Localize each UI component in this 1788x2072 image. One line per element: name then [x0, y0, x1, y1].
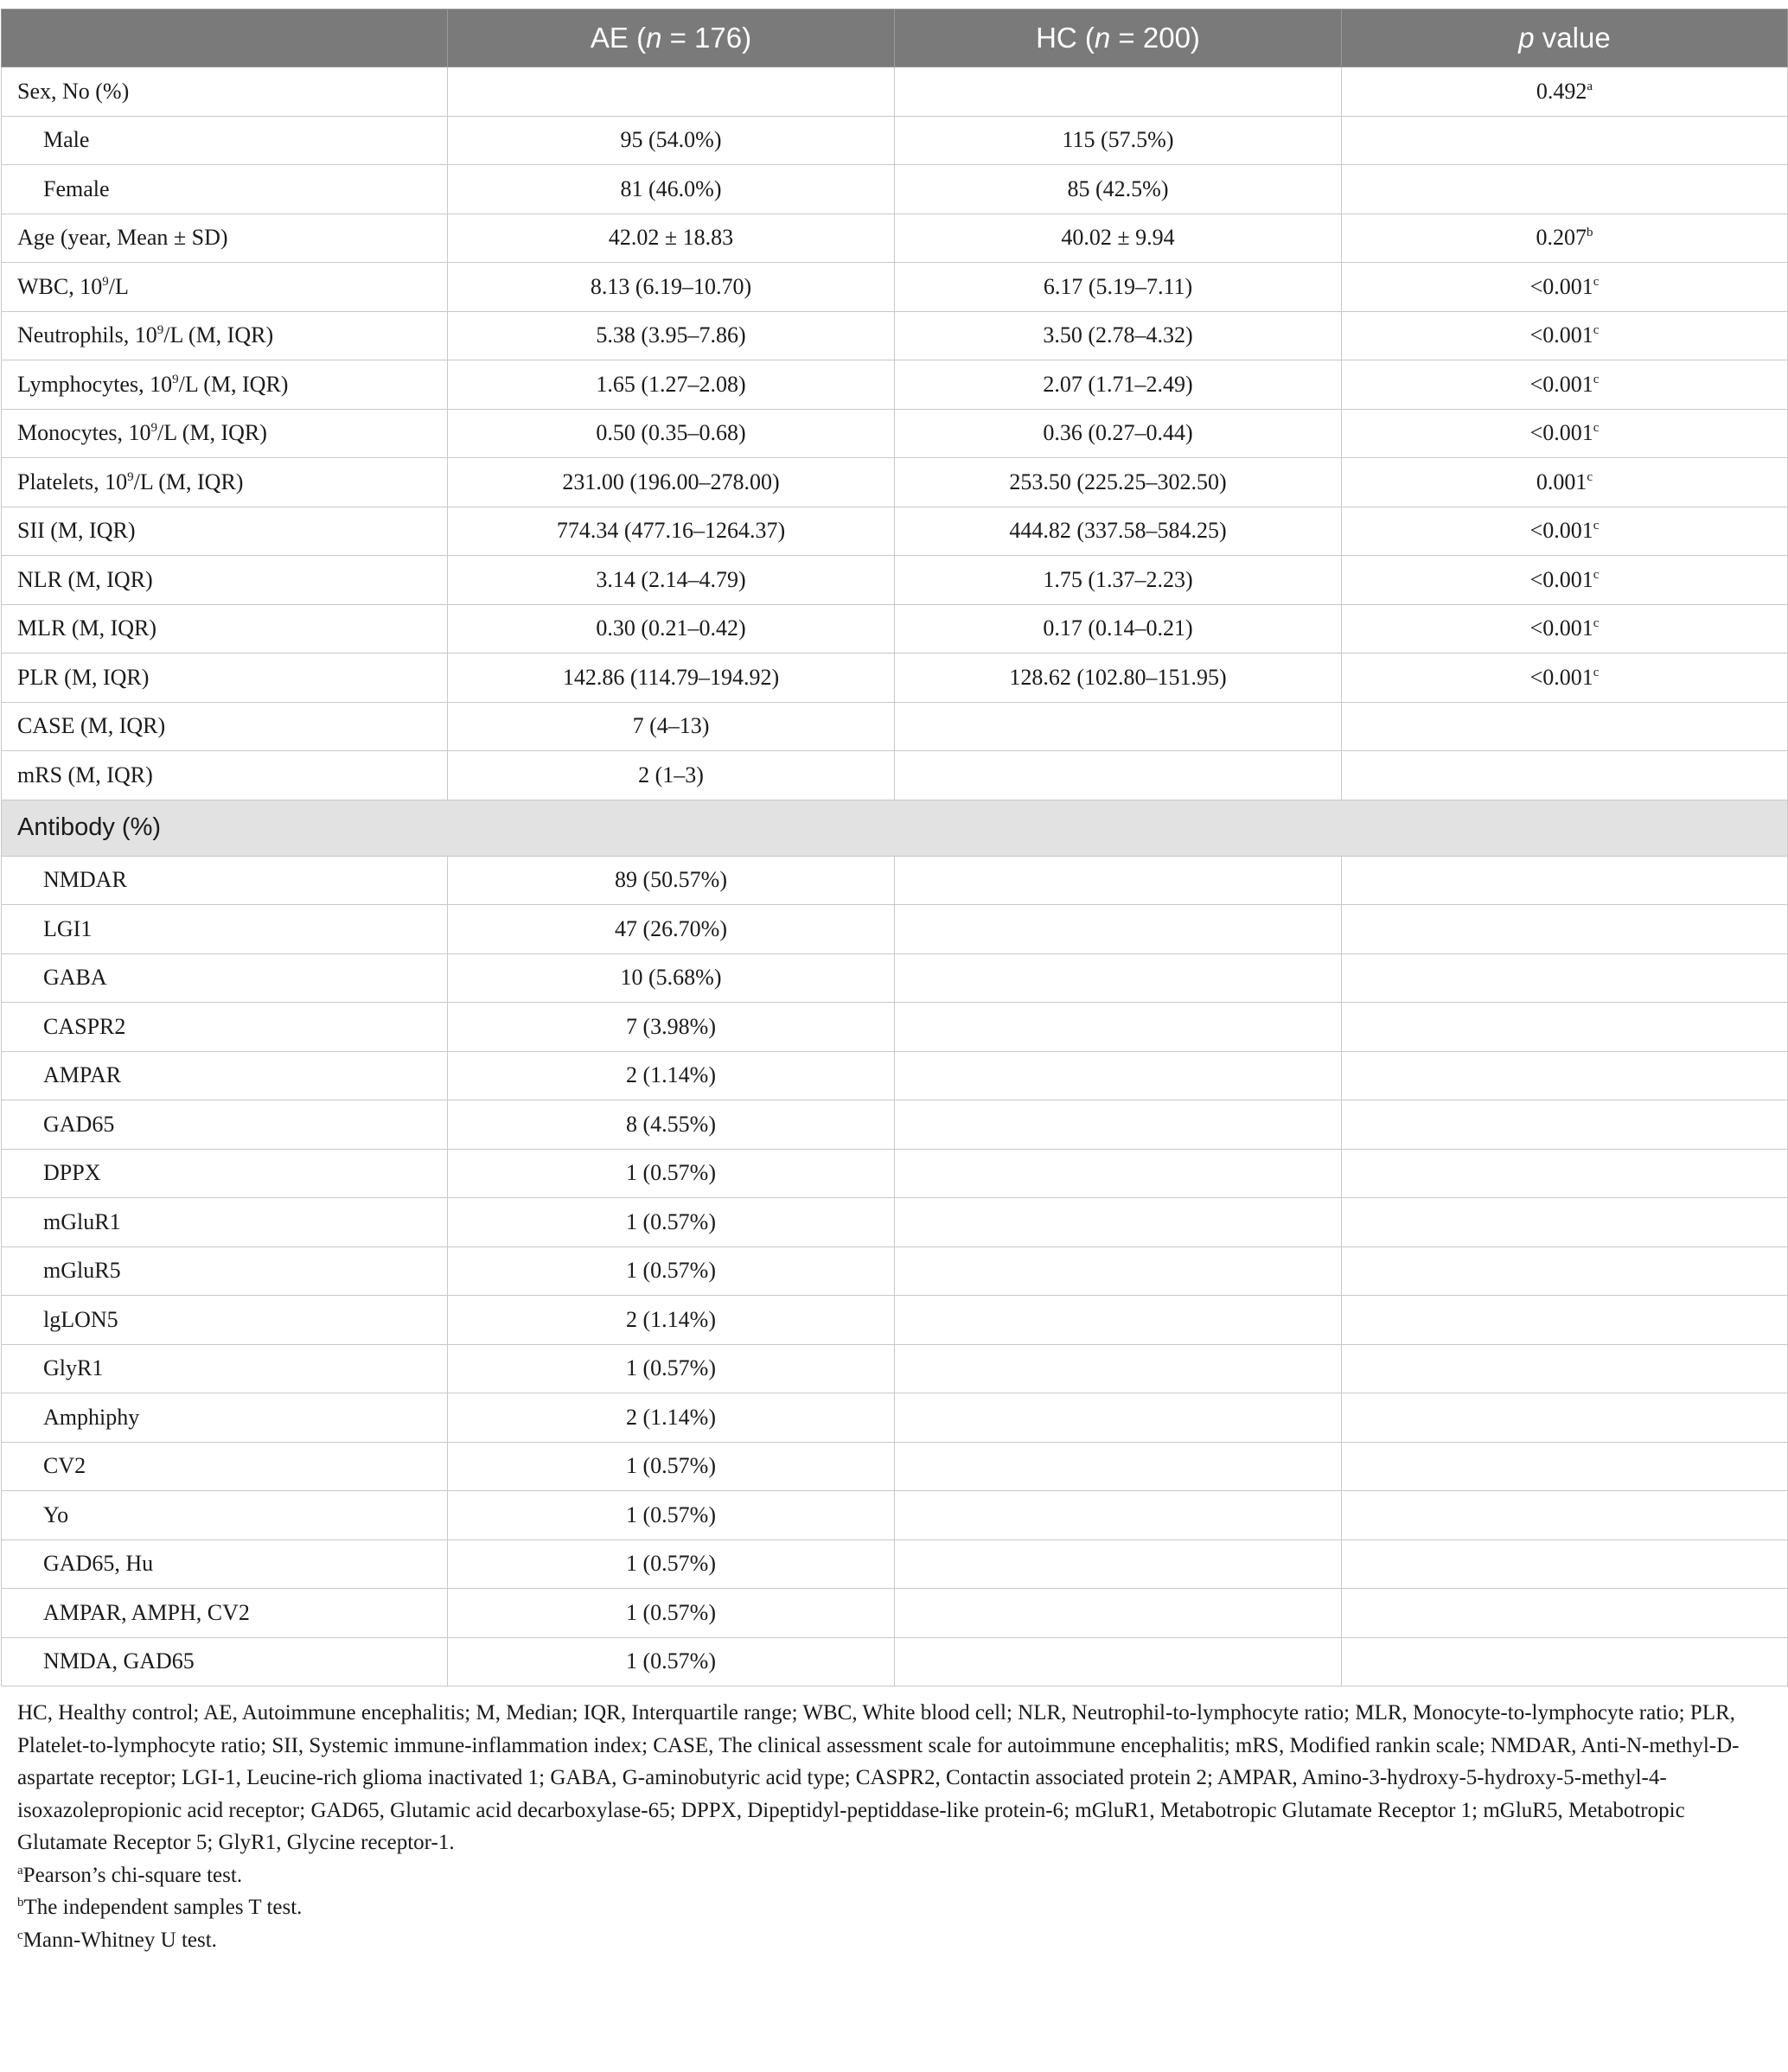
p-value: <0.001$^c$ [1342, 311, 1788, 360]
hc-value: 0.17 (0.14–0.21) [895, 604, 1342, 653]
antibody-row [2, 1393, 1788, 1443]
antibody-row [2, 1246, 1788, 1296]
ae-value: 142.86 (114.79–194.92) [448, 653, 895, 703]
characteristics-table [1, 9, 1788, 1686]
row-label: PLR (M, IQR) [2, 653, 448, 703]
ae-value: 95 (54.0%) [448, 116, 895, 165]
hc-value: 2.07 (1.71–2.49) [895, 360, 1342, 410]
p-value [1342, 1540, 1788, 1589]
ae-value: 1.65 (1.27–2.08) [448, 360, 895, 410]
table-row [2, 458, 1788, 507]
ae-value: 1 (0.57%) [448, 1149, 895, 1198]
section-row-antibody [2, 800, 1788, 856]
table-body [2, 67, 1788, 1686]
p-value: 0.001$^c$ [1342, 458, 1788, 507]
antibody-label: AMPAR, AMPH, CV2 [2, 1589, 448, 1638]
p-value [1342, 1198, 1788, 1247]
antibody-label: AMPAR [2, 1051, 448, 1100]
row-label: SII (M, IQR) [2, 507, 448, 556]
ae-value: 7 (4–13) [448, 702, 895, 751]
row-label: Age (year, Mean ± SD) [2, 214, 448, 263]
hc-value [895, 1589, 1342, 1638]
hc-value [895, 1003, 1342, 1052]
table-row [2, 116, 1788, 165]
hc-value [895, 856, 1342, 905]
p-value [1342, 1296, 1788, 1345]
ae-value: 8 (4.55%) [448, 1100, 895, 1150]
ae-value: 10 (5.68%) [448, 953, 895, 1003]
ae-value: 2 (1.14%) [448, 1051, 895, 1100]
ae-value: 774.34 (477.16–1264.37) [448, 507, 895, 556]
antibody-label: CV2 [2, 1442, 448, 1491]
ae-value: 2 (1.14%) [448, 1296, 895, 1345]
p-value: <0.001$^c$ [1342, 263, 1788, 312]
table-row [2, 311, 1788, 360]
p-value: <0.001$^c$ [1342, 653, 1788, 703]
header-hc: HC (n = 200) [895, 10, 1342, 67]
p-value [1342, 1442, 1788, 1491]
p-value [1342, 702, 1788, 751]
antibody-row [2, 1296, 1788, 1345]
table-row [2, 653, 1788, 703]
row-label: Lymphocytes, $10^9/L$ (M, IQR) [2, 360, 448, 410]
antibody-row [2, 1491, 1788, 1540]
ae-value: 3.14 (2.14–4.79) [448, 556, 895, 605]
ae-value [448, 67, 895, 117]
antibody-label: mGluR1 [2, 1198, 448, 1247]
hc-value [895, 1540, 1342, 1589]
table-row [2, 409, 1788, 458]
footnote-b: $^b$The independent samples T test. [17, 1896, 303, 1919]
p-value [1342, 1149, 1788, 1198]
row-label: WBC, $10^9/L$ [2, 263, 448, 312]
row-label: Female [2, 165, 448, 214]
p-value [1342, 905, 1788, 954]
ae-value: 5.38 (3.95–7.86) [448, 311, 895, 360]
antibody-row [2, 1051, 1788, 1100]
p-value [1342, 1100, 1788, 1150]
row-label: Platelets, $10^9/L$ (M, IQR) [2, 458, 448, 507]
p-value [1342, 1393, 1788, 1443]
footnote-c: $^c$Mann-Whitney U test. [17, 1928, 217, 1952]
table-header [2, 10, 1788, 67]
ae-value: 42.02 ± 18.83 [448, 214, 895, 263]
table-row [2, 263, 1788, 312]
hc-value: 40.02 ± 9.94 [895, 214, 1342, 263]
ae-value: 1 (0.57%) [448, 1246, 895, 1296]
header-ae: AE (n = 176) [448, 10, 895, 67]
hc-value [895, 905, 1342, 954]
antibody-label: LGI1 [2, 905, 448, 954]
row-label: Sex, No (%) [2, 67, 448, 117]
p-value: <0.001$^c$ [1342, 360, 1788, 410]
p-value [1342, 953, 1788, 1003]
antibody-label: CASPR2 [2, 1003, 448, 1052]
p-value: 0.492$^a$ [1342, 67, 1788, 117]
ae-value: 1 (0.57%) [448, 1344, 895, 1393]
ae-value: 2 (1.14%) [448, 1393, 895, 1443]
p-value [1342, 165, 1788, 214]
ae-value: 1 (0.57%) [448, 1491, 895, 1540]
antibody-label: Amphiphy [2, 1393, 448, 1443]
antibody-row [2, 1344, 1788, 1393]
antibody-label: GAD65, Hu [2, 1540, 448, 1589]
hc-value [895, 1051, 1342, 1100]
antibody-label: DPPX [2, 1149, 448, 1198]
table-row [2, 165, 1788, 214]
table-row [2, 604, 1788, 653]
hc-value [895, 1637, 1342, 1686]
p-value [1342, 856, 1788, 905]
p-value: <0.001$^c$ [1342, 507, 1788, 556]
hc-value: 115 (57.5%) [895, 116, 1342, 165]
table-row [2, 67, 1788, 117]
row-label: mRS (M, IQR) [2, 751, 448, 800]
ae-value: 1 (0.57%) [448, 1637, 895, 1686]
row-label: CASE (M, IQR) [2, 702, 448, 751]
antibody-row [2, 1540, 1788, 1589]
footnote-a: $^a$Pearson’s chi-square test. [17, 1863, 243, 1887]
antibody-label: NMDA, GAD65 [2, 1637, 448, 1686]
hc-value: 444.82 (337.58–584.25) [895, 507, 1342, 556]
ae-value: 47 (26.70%) [448, 905, 895, 954]
hc-value: 128.62 (102.80–151.95) [895, 653, 1342, 703]
antibody-row [2, 905, 1788, 954]
antibody-label: GAD65 [2, 1100, 448, 1150]
p-value [1342, 1637, 1788, 1686]
ae-value: 1 (0.57%) [448, 1442, 895, 1491]
ae-value: 0.50 (0.35–0.68) [448, 409, 895, 458]
row-label: Neutrophils, $10^9/L$ (M, IQR) [2, 311, 448, 360]
hc-value: 85 (42.5%) [895, 165, 1342, 214]
table-row [2, 751, 1788, 800]
hc-value [895, 751, 1342, 800]
p-value [1342, 1589, 1788, 1638]
p-value [1342, 1051, 1788, 1100]
p-value: <0.001$^c$ [1342, 409, 1788, 458]
antibody-row [2, 1149, 1788, 1198]
ae-value: 7 (3.98%) [448, 1003, 895, 1052]
hc-value [895, 1344, 1342, 1393]
header-row [2, 10, 1788, 67]
row-label: Male [2, 116, 448, 165]
header-p-value: p value [1342, 10, 1788, 67]
antibody-label: mGluR5 [2, 1246, 448, 1296]
antibody-label: lgLON5 [2, 1296, 448, 1345]
hc-value [895, 1296, 1342, 1345]
ae-value: 0.30 (0.21–0.42) [448, 604, 895, 653]
antibody-label: GABA [2, 953, 448, 1003]
hc-value [895, 1149, 1342, 1198]
antibody-row [2, 953, 1788, 1003]
antibody-row [2, 856, 1788, 905]
hc-value [895, 1246, 1342, 1296]
hc-value [895, 702, 1342, 751]
antibody-row [2, 1442, 1788, 1491]
p-value: <0.001$^c$ [1342, 556, 1788, 605]
abbreviations-note: HC, Healthy control; AE, Autoimmune encephalitis; M, Median; IQR, Interquartile range; WBC, White blood cell; NLR, Neutrophil-to-lymphocyte ratio; MLR, Monocyte-to-lymphocyte ratio; PLR, Platelet-to-lymphocyte ratio; SII, Systemic immune-inflammation index; CASE, The clinical assessment scale for autoimmune encephalitis; mRS, Modified rankin scale; NMDAR, Anti-N-methyl-D-aspartate receptor; LGI-1, Leucine-rich glioma inactivated 1; GABA, G-aminobutyric acid type; CASPR2, Contactin associated protein 2; AMPAR, Amino-3-hydroxy-5-hydroxy-5-methyl-4-isoxazolepropionic acid receptor; GAD65, Glutamic acid decarboxylase-65; DPPX, Dipeptidyl-peptiddase-like protein-6; mGluR1, Metabotropic Glutamate Receptor 1; mGluR5, Metabotropic Glutamate Receptor 5; GlyR1, Glycine receptor-1. [17, 1701, 1740, 1854]
ae-value: 1 (0.57%) [448, 1540, 895, 1589]
row-label: Monocytes, $10^9/L$ (M, IQR) [2, 409, 448, 458]
row-label: MLR (M, IQR) [2, 604, 448, 653]
table-row [2, 214, 1788, 263]
ae-value: 1 (0.57%) [448, 1198, 895, 1247]
hc-value [895, 1491, 1342, 1540]
p-value [1342, 751, 1788, 800]
header-empty-cell [2, 10, 448, 67]
hc-value: 3.50 (2.78–4.32) [895, 311, 1342, 360]
antibody-row [2, 1198, 1788, 1247]
ae-value: 1 (0.57%) [448, 1589, 895, 1638]
hc-value [895, 1198, 1342, 1247]
antibody-label: Yo [2, 1491, 448, 1540]
table-row [2, 507, 1788, 556]
table-row [2, 556, 1788, 605]
hc-value: 1.75 (1.37–2.23) [895, 556, 1342, 605]
hc-value: 253.50 (225.25–302.50) [895, 458, 1342, 507]
p-value [1342, 116, 1788, 165]
ae-value: 89 (50.57%) [448, 856, 895, 905]
antibody-row [2, 1003, 1788, 1052]
hc-value [895, 953, 1342, 1003]
p-value: <0.001$^c$ [1342, 604, 1788, 653]
p-value [1342, 1491, 1788, 1540]
ae-value: 2 (1–3) [448, 751, 895, 800]
hc-value: 6.17 (5.19–7.11) [895, 263, 1342, 312]
hc-value [895, 1393, 1342, 1443]
ae-value: 81 (46.0%) [448, 165, 895, 214]
hc-value [895, 1100, 1342, 1150]
antibody-label: NMDAR [2, 856, 448, 905]
antibody-row [2, 1637, 1788, 1686]
table-row [2, 360, 1788, 410]
antibody-row [2, 1100, 1788, 1150]
p-value [1342, 1003, 1788, 1052]
table-footnotes [0, 1686, 1788, 1956]
p-value [1342, 1246, 1788, 1296]
antibody-row [2, 1589, 1788, 1638]
ae-value: 8.13 (6.19–10.70) [448, 263, 895, 312]
hc-value [895, 1442, 1342, 1491]
table-row [2, 702, 1788, 751]
antibody-label: GlyR1 [2, 1344, 448, 1393]
hc-value [895, 67, 1342, 117]
p-value: 0.207$^b$ [1342, 214, 1788, 263]
test-notes [17, 1859, 1772, 1957]
p-value [1342, 1344, 1788, 1393]
row-label: NLR (M, IQR) [2, 556, 448, 605]
ae-value: 231.00 (196.00–278.00) [448, 458, 895, 507]
section-title: Antibody (%) [2, 800, 1788, 856]
hc-value: 0.36 (0.27–0.44) [895, 409, 1342, 458]
